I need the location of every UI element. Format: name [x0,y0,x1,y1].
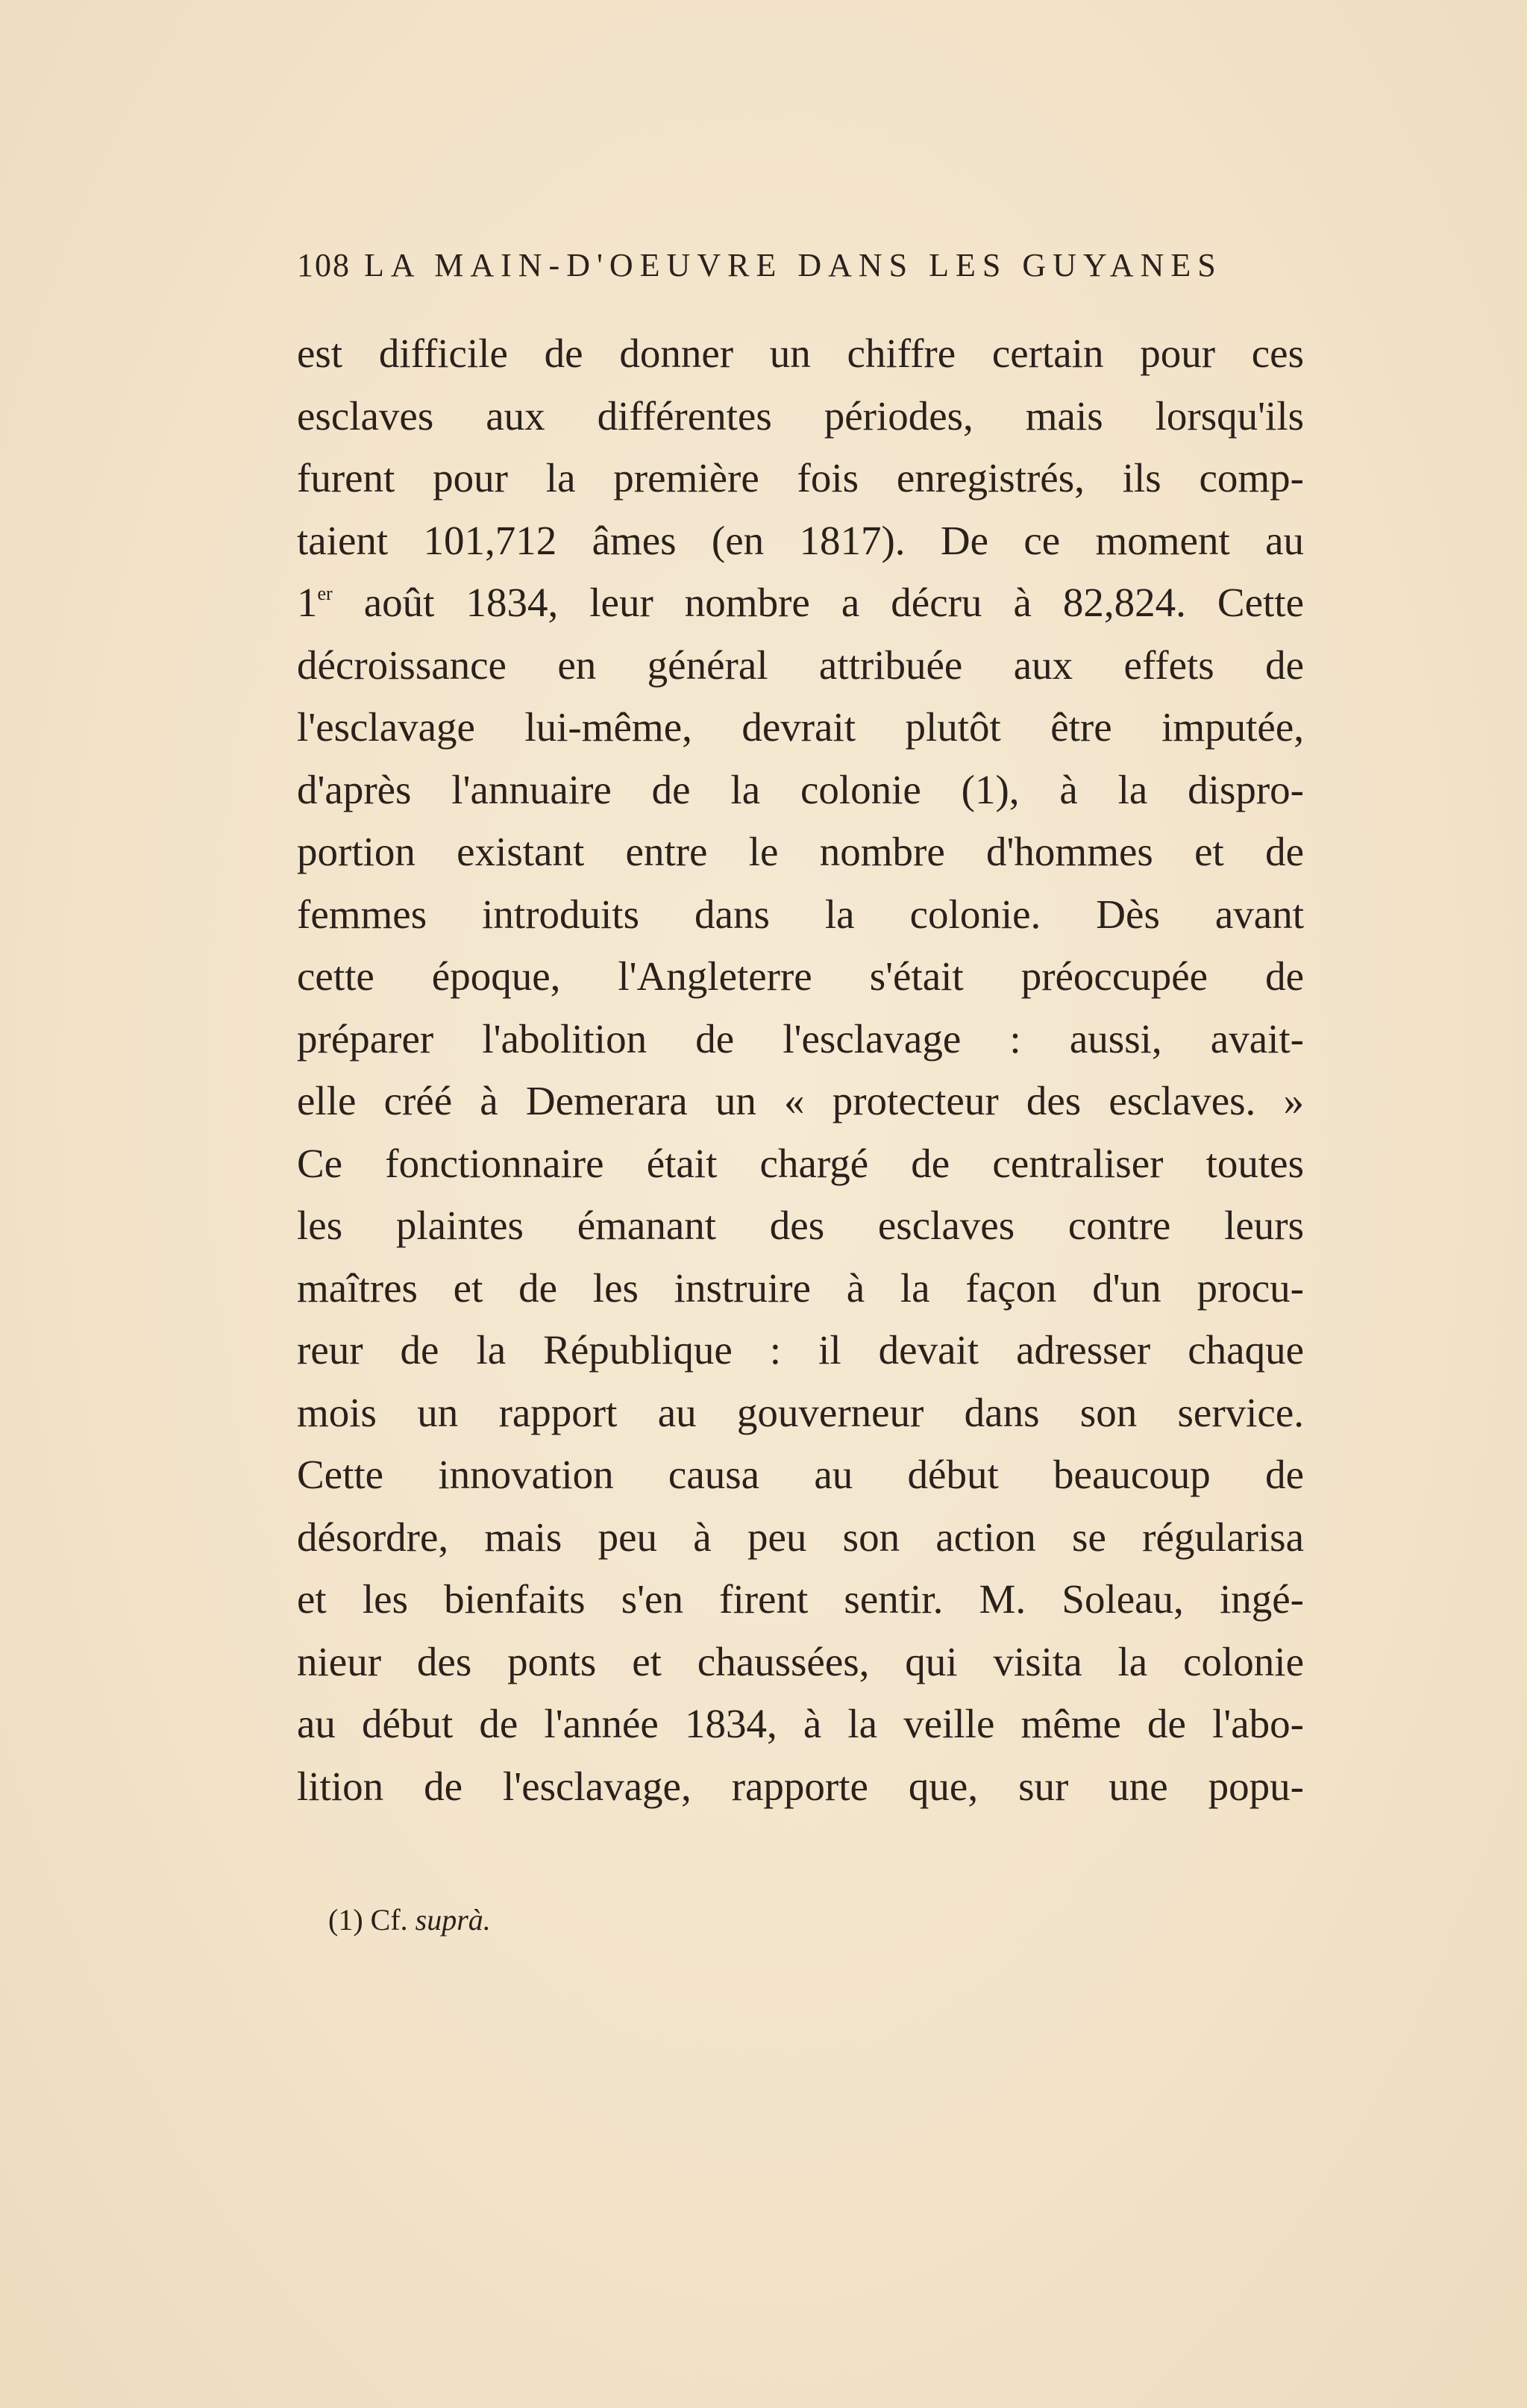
text-line: reur de la République : il devait adresser chaque [297,1327,1304,1373]
text-line: Cette innovation causa au début beaucoup de [297,1452,1304,1497]
running-header [297,246,1282,291]
text-line: taient 101,712 âmes (en 1817). De ce moment au [297,517,1304,563]
text-line: lition de l'esclavage, rapporte que, sur une popu- [297,1763,1304,1809]
text-line: elle créé à Demerara un « protecteur des esclaves. » [297,1078,1304,1123]
ordinal-number: 1 [297,580,318,625]
text-line: portion existant entre le nombre d'hommes et de [297,829,1304,874]
page-number: 108 [297,247,351,283]
footnote-text: suprà. [415,1903,491,1937]
text-line: les plaintes émanant des esclaves contre leurs [297,1203,1304,1248]
text-line: Ce fonctionnaire était chargé de centraliser toutes [297,1140,1304,1186]
text-line: femmes introduits dans la colonie. Dès avant [297,891,1304,937]
text-line-with-superscript [297,571,1304,634]
text-line: est difficile de donner un chiffre certain pour ces [297,330,1304,376]
text-line-remainder: août 1834, leur nombre a décru à 82,824. Cette [363,580,1305,625]
footnote [328,1902,491,1937]
text-line: nieur des ponts et chaussées, qui visita la colonie [297,1638,1304,1684]
text-line: esclaves aux différentes périodes, mais lorsqu'ils [297,392,1304,439]
text-line: cette époque, l'Angleterre s'était préoccupée de [297,953,1304,999]
text-line: l'esclavage lui-même, devrait plutôt être imputée, [297,704,1304,750]
text-line: et les bienfaits s'en firent sentir. M. Soleau, ingé- [297,1576,1304,1622]
text-line: maîtres et de les instruire à la façon d'un procu- [297,1264,1304,1311]
running-title: LA MAIN-D'OEUVRE DANS LES GUYANES [364,247,1223,283]
text-line: furent pour la première fois enregistrés, ils comp- [297,455,1304,501]
text-line: au début de l'année 1834, à la veille même de l'abo- [297,1701,1304,1746]
text-line: décroissance en général attribuée aux effets de [297,642,1304,688]
body-text [297,322,1304,1817]
ordinal-superscript: er [317,583,333,604]
footnote-marker: (1) Cf. [328,1903,408,1937]
text-line: désordre, mais peu à peu son action se régularisa [297,1514,1304,1560]
text-line: d'après l'annuaire de la colonie (1), à la dispro- [297,766,1304,812]
text-line: mois un rapport au gouverneur dans son service. [297,1389,1304,1435]
text-line: préparer l'abolition de l'esclavage : aussi, avait- [297,1015,1304,1062]
